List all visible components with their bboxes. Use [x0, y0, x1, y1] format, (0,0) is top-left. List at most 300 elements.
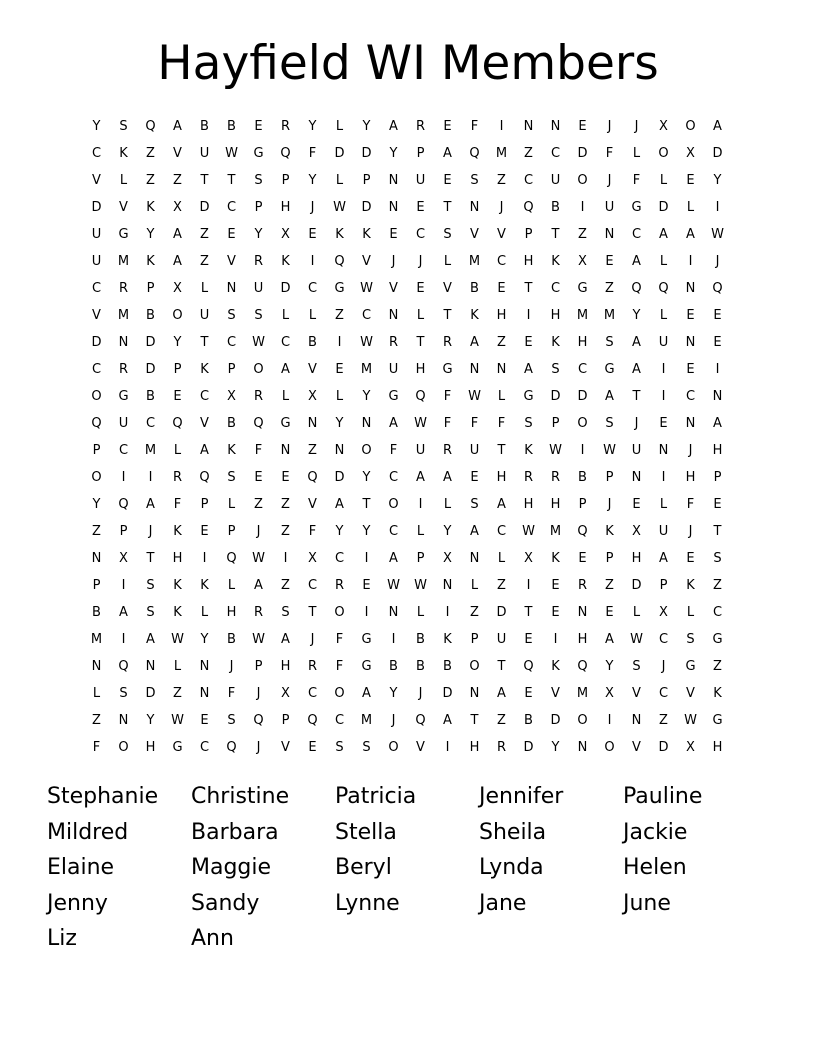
grid-letter: N [577, 605, 588, 620]
grid-letter: S [119, 686, 128, 701]
grid-letter: W [603, 443, 616, 458]
grid-letter: A [632, 254, 641, 269]
grid-letter: A [497, 497, 506, 512]
grid-letter: W [252, 551, 265, 566]
grid-letter: D [145, 362, 156, 377]
grid-letter: I [121, 632, 126, 647]
grid-letter: Q [523, 200, 534, 215]
grid-letter: T [200, 173, 209, 188]
grid-letter: S [470, 173, 479, 188]
grid-letter: M [90, 632, 103, 647]
grid-letter: R [442, 443, 453, 458]
grid-letter: H [280, 200, 291, 215]
grid-letter: H [577, 632, 588, 647]
grid-letter: J [688, 443, 693, 458]
grid-letter: P [227, 362, 236, 377]
grid-letter: G [577, 281, 588, 296]
grid-row [83, 113, 733, 140]
grid-letter: Q [307, 470, 318, 485]
grid-letter: A [659, 227, 668, 242]
grid-letter: E [308, 740, 317, 755]
grid-letter: A [659, 551, 668, 566]
grid-letter: H [469, 740, 480, 755]
grid-letter: T [362, 497, 371, 512]
grid-letter: K [200, 578, 209, 593]
grid-letter: J [634, 416, 639, 431]
grid-letter: O [91, 389, 102, 404]
grid-letter: O [577, 713, 588, 728]
grid-letter: X [605, 686, 614, 701]
grid-letter: C [307, 578, 318, 593]
grid-letter: O [469, 659, 480, 674]
grid-letter: M [468, 254, 481, 269]
grid-letter: V [470, 227, 479, 242]
grid-letter: X [578, 254, 587, 269]
grid-letter: I [661, 389, 666, 404]
grid-letter: C [658, 632, 669, 647]
grid-letter: D [523, 740, 534, 755]
grid-letter: K [227, 443, 236, 458]
grid-letter: T [443, 308, 452, 323]
grid-letter: I [607, 713, 612, 728]
grid-letter: N [307, 416, 318, 431]
grid-letter: Y [146, 713, 155, 728]
grid-letter: O [253, 362, 264, 377]
grid-row [83, 383, 733, 410]
grid-letter: E [443, 119, 452, 134]
grid-letter: J [607, 119, 612, 134]
grid-letter: J [256, 686, 261, 701]
grid-letter: K [146, 200, 155, 215]
grid-letter: Z [173, 173, 182, 188]
grid-letter: K [470, 308, 479, 323]
grid-letter: N [388, 200, 399, 215]
grid-letter: L [173, 443, 182, 458]
grid-letter: B [200, 119, 209, 134]
grid-letter: R [415, 119, 426, 134]
grid-letter: O [577, 416, 588, 431]
grid-letter: I [364, 605, 369, 620]
grid-letter: O [388, 740, 399, 755]
grid-letter: I [661, 470, 666, 485]
grid-letter: N [334, 443, 345, 458]
grid-letter: W [684, 713, 697, 728]
word-list-item: Liz [47, 926, 77, 951]
grid-letter: I [364, 551, 369, 566]
grid-letter: U [415, 443, 426, 458]
grid-letter: E [470, 470, 479, 485]
grid-letter: Y [362, 524, 371, 539]
grid-letter: Z [497, 713, 506, 728]
grid-letter: U [253, 281, 264, 296]
grid-letter: T [551, 227, 560, 242]
grid-letter: W [225, 146, 238, 161]
grid-letter: H [523, 254, 534, 269]
grid-letter: E [605, 605, 614, 620]
grid-letter: C [550, 146, 561, 161]
grid-letter: K [524, 443, 533, 458]
grid-letter: C [91, 146, 102, 161]
grid-letter: P [551, 416, 560, 431]
grid-letter: S [146, 605, 155, 620]
grid-letter: R [253, 254, 264, 269]
grid-row [83, 167, 733, 194]
grid-letter: V [632, 740, 641, 755]
grid-letter: W [333, 200, 346, 215]
grid-letter: G [172, 740, 183, 755]
grid-letter: C [523, 173, 534, 188]
grid-letter: V [308, 362, 317, 377]
grid-letter: Z [713, 578, 722, 593]
grid-letter: M [549, 524, 562, 539]
grid-letter: N [361, 416, 372, 431]
grid-letter: P [281, 713, 290, 728]
grid-letter: B [443, 659, 452, 674]
grid-letter: K [713, 686, 722, 701]
grid-letter: Y [362, 389, 371, 404]
grid-letter: Q [253, 713, 264, 728]
grid-letter: Q [415, 713, 426, 728]
grid-letter: W [414, 416, 427, 431]
word-list-item: Sandy [191, 890, 260, 916]
grid-letter: Y [443, 524, 452, 539]
grid-letter: D [658, 200, 669, 215]
grid-letter: H [550, 308, 561, 323]
grid-letter: E [335, 362, 344, 377]
grid-letter: K [551, 254, 560, 269]
grid-letter: E [713, 308, 722, 323]
grid-letter: G [118, 389, 129, 404]
grid-letter: A [470, 524, 479, 539]
grid-letter: S [254, 173, 263, 188]
grid-letter: I [418, 497, 423, 512]
grid-letter: U [199, 146, 210, 161]
grid-letter: Y [254, 227, 263, 242]
grid-letter: E [281, 470, 290, 485]
word-list-item: Helen [623, 855, 687, 880]
grid-letter: E [524, 632, 533, 647]
grid-letter: H [415, 362, 426, 377]
grid-letter: W [549, 443, 562, 458]
grid-letter: C [145, 416, 156, 431]
grid-letter: Q [577, 659, 588, 674]
grid-letter: L [659, 497, 668, 512]
grid-letter: Y [362, 119, 371, 134]
grid-letter: M [117, 254, 130, 269]
grid-letter: E [200, 524, 209, 539]
grid-letter: O [361, 443, 372, 458]
grid-letter: G [280, 416, 291, 431]
grid-row [83, 653, 733, 680]
grid-letter: X [173, 281, 182, 296]
grid-letter: G [712, 632, 723, 647]
grid-letter: P [524, 227, 533, 242]
grid-letter: E [686, 362, 695, 377]
grid-letter: F [335, 659, 344, 674]
grid-letter: N [199, 686, 210, 701]
grid-letter: X [308, 551, 317, 566]
grid-letter: I [445, 740, 450, 755]
grid-letter: H [550, 497, 561, 512]
grid-letter: K [119, 146, 128, 161]
grid-letter: C [334, 551, 345, 566]
grid-letter: J [391, 254, 396, 269]
grid-letter: O [685, 119, 696, 134]
grid-letter: F [254, 443, 263, 458]
grid-letter: H [712, 443, 723, 458]
grid-letter: T [713, 524, 722, 539]
grid-letter: Z [308, 443, 317, 458]
grid-letter: Q [469, 146, 480, 161]
grid-letter: X [227, 389, 236, 404]
grid-letter: P [659, 578, 668, 593]
grid-letter: V [227, 254, 236, 269]
grid-letter: D [577, 146, 588, 161]
grid-letter: Z [173, 686, 182, 701]
grid-letter: Z [200, 227, 209, 242]
grid-letter: U [469, 443, 480, 458]
word-list-item: Lynda [479, 855, 544, 880]
grid-letter: S [524, 416, 533, 431]
grid-letter: I [283, 551, 288, 566]
grid-letter: S [551, 362, 560, 377]
grid-letter: K [335, 227, 344, 242]
grid-letter: Y [389, 686, 398, 701]
grid-letter: B [578, 470, 587, 485]
grid-letter: H [496, 308, 507, 323]
grid-letter: Y [389, 146, 398, 161]
grid-letter: C [550, 281, 561, 296]
grid-letter: C [388, 470, 399, 485]
grid-letter: L [227, 578, 236, 593]
grid-letter: L [443, 497, 452, 512]
grid-letter: K [146, 254, 155, 269]
grid-letter: I [715, 200, 720, 215]
grid-letter: A [281, 362, 290, 377]
grid-letter: B [416, 632, 425, 647]
grid-letter: E [443, 173, 452, 188]
word-list-item: Christine [191, 784, 290, 809]
grid-letter: E [308, 227, 317, 242]
grid-letter: A [389, 119, 398, 134]
grid-letter: A [389, 551, 398, 566]
grid-letter: W [360, 335, 373, 350]
grid-letter: D [550, 389, 561, 404]
grid-letter: U [118, 416, 129, 431]
grid-letter: V [362, 254, 371, 269]
grid-letter: W [414, 578, 427, 593]
word-list-item: Sheila [479, 819, 547, 845]
grid-letter: N [199, 659, 210, 674]
grid-letter: E [254, 470, 263, 485]
grid-letter: P [281, 173, 290, 188]
grid-letter: L [335, 173, 344, 188]
grid-letter: P [119, 524, 128, 539]
grid-letter: P [362, 173, 371, 188]
grid-letter: R [496, 740, 507, 755]
grid-row [83, 410, 733, 437]
word-list-item: Jane [479, 890, 527, 916]
grid-letter: N [631, 470, 642, 485]
grid-letter: Z [578, 227, 587, 242]
grid-letter: C [388, 524, 399, 539]
grid-letter: N [118, 335, 129, 350]
grid-letter: Q [172, 416, 183, 431]
grid-letter: W [630, 632, 643, 647]
grid-letter: A [281, 632, 290, 647]
grid-letter: Z [281, 524, 290, 539]
grid-row [83, 545, 733, 572]
grid-letter: Q [226, 551, 237, 566]
grid-letter: K [173, 524, 182, 539]
grid-letter: A [632, 362, 641, 377]
grid-letter: C [496, 524, 507, 539]
grid-letter: L [416, 605, 425, 620]
grid-letter: H [145, 740, 156, 755]
grid-letter: Y [335, 416, 344, 431]
grid-letter: T [524, 281, 533, 296]
grid-letter: N [469, 362, 480, 377]
grid-letter: N [469, 200, 480, 215]
word-list-item: Beryl [335, 855, 392, 880]
grid-letter: Q [631, 281, 642, 296]
grid-letter: L [416, 308, 425, 323]
grid-letter: A [146, 632, 155, 647]
grid-letter: E [551, 605, 560, 620]
grid-letter: I [310, 254, 315, 269]
grid-letter: F [443, 389, 452, 404]
grid-letter: Z [254, 497, 263, 512]
grid-letter: Z [200, 254, 209, 269]
grid-letter: X [686, 146, 695, 161]
grid-letter: F [686, 497, 695, 512]
grid-letter: A [497, 686, 506, 701]
grid-letter: M [117, 308, 130, 323]
grid-letter: J [607, 497, 612, 512]
grid-letter: H [712, 740, 723, 755]
grid-letter: W [711, 227, 724, 242]
grid-letter: E [416, 200, 425, 215]
grid-letter: J [310, 632, 315, 647]
grid-letter: S [254, 308, 263, 323]
grid-letter: S [146, 578, 155, 593]
word-list-item: Stephanie [47, 784, 159, 809]
grid-row [83, 707, 733, 734]
grid-letter: I [526, 578, 531, 593]
grid-row [83, 572, 733, 599]
grid-letter: M [576, 308, 589, 323]
grid-letter: E [686, 173, 695, 188]
grid-letter: Z [605, 578, 614, 593]
grid-letter: S [686, 632, 695, 647]
grid-letter: C [415, 227, 426, 242]
grid-letter: U [658, 524, 669, 539]
grid-letter: L [92, 686, 101, 701]
grid-row [83, 626, 733, 653]
grid-letter: Z [92, 713, 101, 728]
grid-letter: F [470, 119, 479, 134]
grid-letter: N [118, 713, 129, 728]
grid-letter: H [496, 470, 507, 485]
grid-letter: O [658, 146, 669, 161]
grid-letter: A [686, 227, 695, 242]
grid-letter: R [442, 335, 453, 350]
grid-letter: F [497, 416, 506, 431]
grid-row [83, 329, 733, 356]
word-list-item: Elaine [47, 855, 115, 880]
grid-letter: T [497, 443, 506, 458]
word-list-item: Stella [335, 819, 397, 845]
grid-letter: G [685, 659, 696, 674]
grid-letter: A [173, 227, 182, 242]
grid-letter: I [553, 632, 558, 647]
grid-letter: S [443, 227, 452, 242]
grid-letter: E [605, 254, 614, 269]
grid-letter: C [199, 740, 210, 755]
grid-letter: B [227, 632, 236, 647]
grid-letter: F [173, 497, 182, 512]
grid-letter: X [308, 389, 317, 404]
grid-letter: N [442, 578, 453, 593]
grid-letter: W [171, 632, 184, 647]
grid-letter: I [121, 578, 126, 593]
grid-letter: J [499, 200, 504, 215]
grid-letter: I [715, 362, 720, 377]
grid-row [83, 248, 733, 275]
grid-letter: A [119, 605, 128, 620]
grid-letter: Q [145, 119, 156, 134]
grid-letter: D [550, 713, 561, 728]
grid-letter: C [712, 605, 723, 620]
grid-letter: R [334, 578, 345, 593]
grid-letter: A [200, 443, 209, 458]
grid-letter: L [686, 605, 695, 620]
grid-letter: S [119, 119, 128, 134]
grid-letter: L [200, 281, 209, 296]
grid-letter: E [254, 119, 263, 134]
grid-letter: Z [497, 335, 506, 350]
grid-letter: E [497, 281, 506, 296]
grid-letter: E [578, 551, 587, 566]
grid-letter: G [442, 362, 453, 377]
grid-letter: J [391, 713, 396, 728]
grid-letter: G [388, 389, 399, 404]
grid-letter: K [443, 632, 452, 647]
grid-letter: C [91, 281, 102, 296]
grid-letter: W [252, 335, 265, 350]
grid-letter: C [280, 335, 291, 350]
grid-letter: U [631, 443, 642, 458]
grid-letter: C [496, 254, 507, 269]
grid-letter: A [713, 416, 722, 431]
grid-letter: D [361, 146, 372, 161]
grid-letter: R [253, 389, 264, 404]
grid-letter: N [685, 335, 696, 350]
grid-letter: V [200, 416, 209, 431]
grid-row [83, 221, 733, 248]
grid-letter: M [144, 443, 157, 458]
grid-letter: C [226, 335, 237, 350]
grid-letter: Z [146, 173, 155, 188]
grid-letter: V [389, 281, 398, 296]
grid-letter: N [523, 119, 534, 134]
grid-letter: P [92, 578, 101, 593]
grid-letter: K [686, 578, 695, 593]
grid-letter: Q [577, 524, 588, 539]
grid-letter: H [226, 605, 237, 620]
grid-letter: T [524, 605, 533, 620]
grid-row [83, 518, 733, 545]
